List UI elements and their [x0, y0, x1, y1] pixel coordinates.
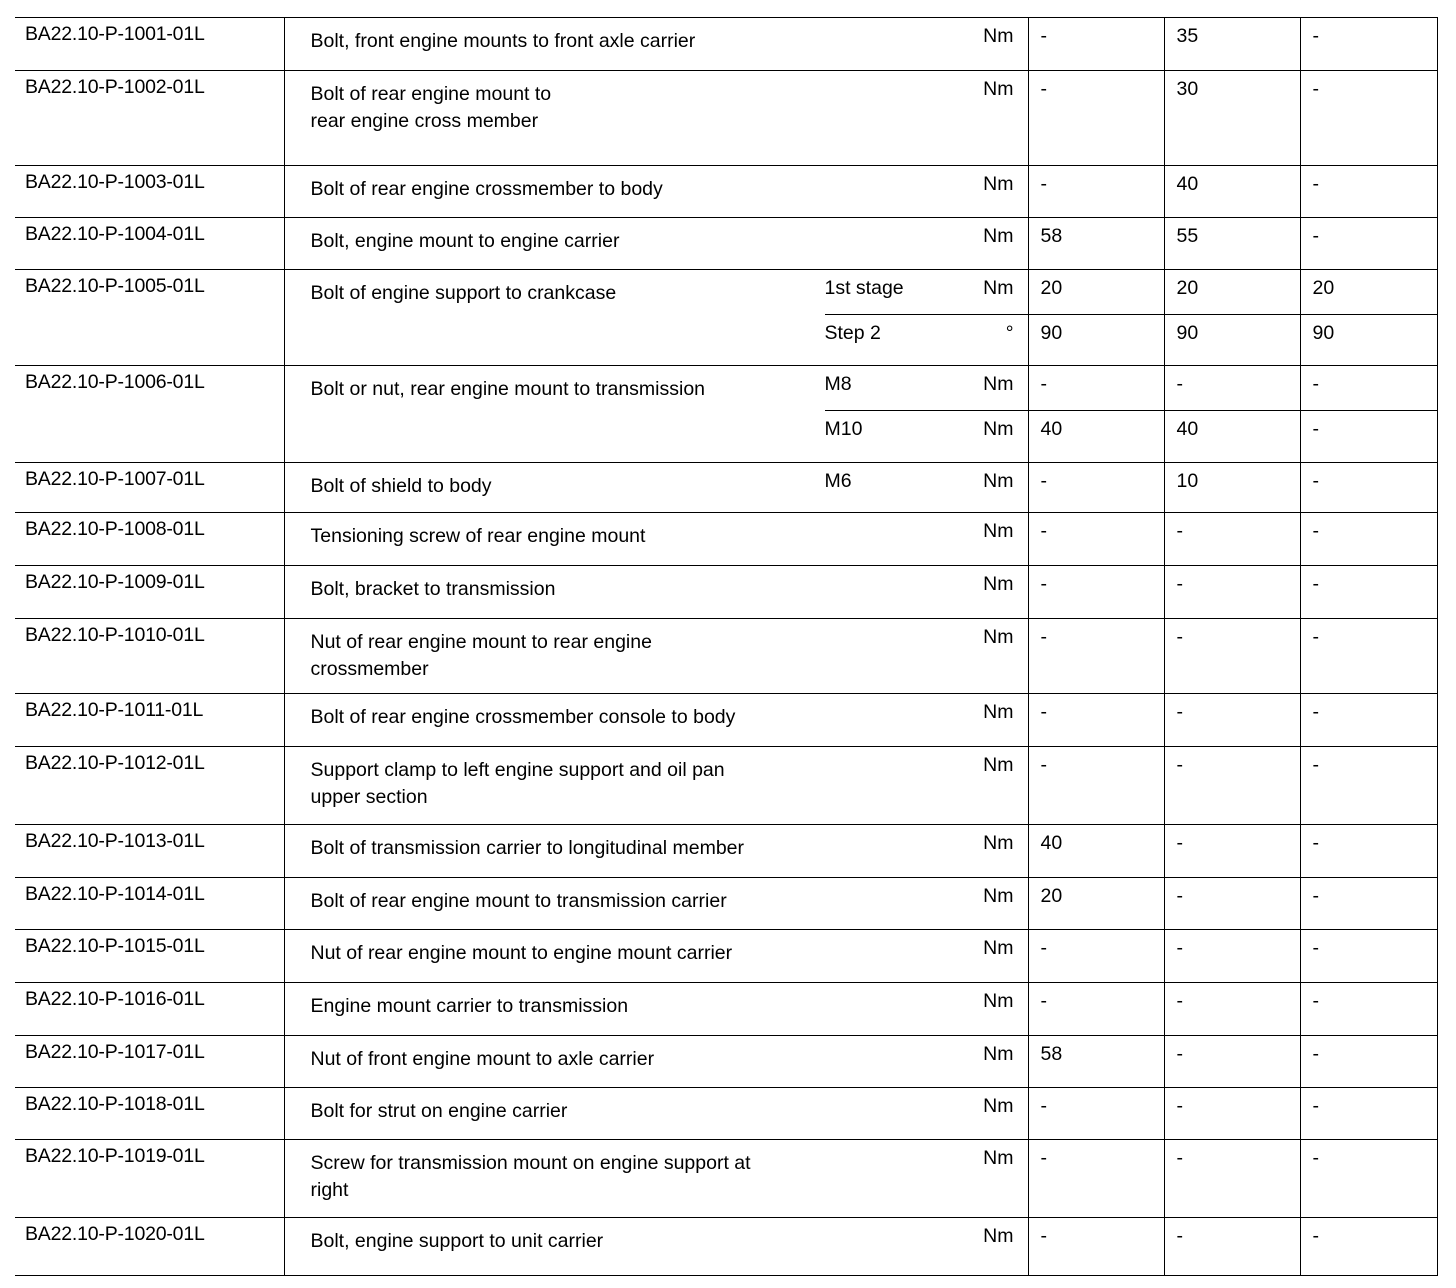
unit-label: Nm	[983, 470, 1014, 492]
description-cell	[284, 566, 1028, 619]
torque-value: 58	[1028, 218, 1164, 270]
table-row	[15, 366, 1437, 463]
table-row	[15, 619, 1437, 694]
table-row	[15, 694, 1437, 747]
torque-value-col-2	[1164, 270, 1300, 366]
unit-label: Nm	[983, 78, 1014, 100]
unit-label: Nm	[983, 173, 1014, 195]
part-code: BA22.10-P-1002-01L	[15, 71, 284, 166]
part-code: BA22.10-P-1005-01L	[15, 270, 284, 366]
description-cell	[284, 1088, 1028, 1140]
unit-label: Nm	[983, 25, 1014, 47]
description-text: Nut of rear engine mount to engine mount carrier	[310, 942, 733, 964]
torque-value-col-1	[1028, 366, 1164, 463]
description-cell	[284, 71, 1028, 166]
torque-value: -	[1300, 983, 1437, 1036]
torque-value: 40	[1165, 410, 1300, 454]
unit-label: Nm	[983, 1225, 1014, 1247]
torque-value: -	[1028, 1140, 1164, 1218]
description-cell	[284, 218, 1028, 270]
part-code: BA22.10-P-1019-01L	[15, 1140, 284, 1218]
torque-value: 10	[1164, 463, 1300, 513]
torque-value: -	[1164, 513, 1300, 566]
torque-value: 40	[1029, 410, 1164, 454]
description-cell	[284, 1218, 1028, 1276]
part-code: BA22.10-P-1001-01L	[15, 18, 284, 71]
table-row	[15, 930, 1437, 983]
torque-value: 58	[1028, 1036, 1164, 1088]
part-code: BA22.10-P-1003-01L	[15, 166, 284, 218]
torque-value: 30	[1164, 71, 1300, 166]
table-row	[15, 1140, 1437, 1218]
description-cell	[284, 1036, 1028, 1088]
torque-value: 40	[1164, 166, 1300, 218]
torque-value: -	[1300, 166, 1437, 218]
part-code: BA22.10-P-1012-01L	[15, 747, 284, 825]
unit-label: Nm	[983, 937, 1014, 959]
torque-value: 20	[1040, 277, 1063, 299]
torque-value: -	[1028, 463, 1164, 513]
table-row	[15, 218, 1437, 270]
torque-value: -	[1300, 1036, 1437, 1088]
torque-value: -	[1300, 878, 1437, 930]
torque-value: -	[1300, 1218, 1437, 1276]
unit-label: Nm	[983, 701, 1014, 723]
unit-label: Nm	[983, 1095, 1014, 1117]
torque-value: -	[1028, 1088, 1164, 1140]
torque-value: -	[1028, 619, 1164, 694]
description-cell	[284, 619, 1028, 694]
torque-value: -	[1028, 1218, 1164, 1276]
torque-value: -	[1028, 71, 1164, 166]
torque-value: -	[1028, 566, 1164, 619]
table-row	[15, 1036, 1437, 1088]
description-text: Nut of front engine mount to axle carrier	[310, 1048, 655, 1070]
unit-label: Nm	[983, 418, 1014, 440]
torque-value: -	[1164, 1088, 1300, 1140]
table-row	[15, 825, 1437, 878]
torque-value: -	[1176, 373, 1183, 395]
description-cell	[284, 983, 1028, 1036]
description-text: Bolt, engine mount to engine carrier	[310, 230, 620, 252]
torque-value: -	[1028, 930, 1164, 983]
torque-value: -	[1164, 930, 1300, 983]
description-text: Bolt of rear engine crossmember to body	[310, 178, 663, 200]
torque-value: -	[1300, 566, 1437, 619]
stage-spec-group	[825, 270, 1028, 358]
unit-label: Nm	[983, 277, 1014, 299]
stage-label: M8	[824, 373, 852, 395]
description-cell	[284, 878, 1028, 930]
description-text: Bolt for strut on engine carrier	[310, 1100, 568, 1122]
unit-label: Nm	[983, 754, 1014, 776]
description-cell	[284, 463, 1028, 513]
part-code: BA22.10-P-1010-01L	[15, 619, 284, 694]
torque-value: -	[1040, 373, 1047, 395]
part-code: BA22.10-P-1006-01L	[15, 366, 284, 463]
part-code: BA22.10-P-1009-01L	[15, 566, 284, 619]
part-code: BA22.10-P-1008-01L	[15, 513, 284, 566]
unit-label: Nm	[983, 832, 1014, 854]
part-code: BA22.10-P-1013-01L	[15, 825, 284, 878]
stage-spec-line	[825, 270, 1028, 314]
unit-label: Nm	[983, 1043, 1014, 1065]
stage-spec-line	[825, 366, 1028, 410]
unit-label: Nm	[983, 885, 1014, 907]
unit-label: Nm	[983, 626, 1014, 648]
torque-value: -	[1164, 694, 1300, 747]
torque-value: -	[1028, 694, 1164, 747]
torque-value: -	[1164, 566, 1300, 619]
description-cell	[284, 270, 1028, 366]
torque-value: -	[1300, 1088, 1437, 1140]
description-cell	[284, 366, 1028, 463]
description-text: Bolt of engine support to crankcase	[310, 282, 617, 304]
torque-value: -	[1300, 463, 1437, 513]
stage-spec-line	[825, 410, 1028, 454]
torque-value: -	[1164, 747, 1300, 825]
description-text: Bolt of rear engine mount to rear engine cross member	[310, 83, 552, 132]
torque-value: -	[1164, 1218, 1300, 1276]
torque-value: -	[1028, 513, 1164, 566]
torque-value: -	[1300, 930, 1437, 983]
size-label: M6	[824, 470, 852, 492]
size-spec	[825, 468, 1028, 495]
table-row	[15, 878, 1437, 930]
unit-label: Nm	[983, 573, 1014, 595]
table-row	[15, 747, 1437, 825]
part-code: BA22.10-P-1018-01L	[15, 1088, 284, 1140]
torque-value-col-1	[1028, 270, 1164, 366]
description-text: Bolt of rear engine crossmember console to body	[310, 706, 736, 728]
torque-value-col-3	[1300, 366, 1437, 463]
stage-label: Step 2	[824, 322, 881, 344]
torque-value: -	[1300, 71, 1437, 166]
part-code: BA22.10-P-1004-01L	[15, 218, 284, 270]
torque-specification-table	[15, 17, 1438, 1276]
unit-label: Nm	[983, 1147, 1014, 1169]
description-text: Bolt or nut, rear engine mount to transmission	[310, 378, 706, 400]
description-cell	[284, 513, 1028, 566]
table-row	[15, 463, 1437, 513]
description-text: Nut of rear engine mount to rear engine crossmember	[310, 631, 652, 680]
description-text: Bolt of shield to body	[310, 475, 492, 497]
torque-value: -	[1028, 983, 1164, 1036]
torque-value: -	[1028, 18, 1164, 71]
part-code: BA22.10-P-1015-01L	[15, 930, 284, 983]
description-text: Tensioning screw of rear engine mount	[310, 525, 646, 547]
part-code: BA22.10-P-1014-01L	[15, 878, 284, 930]
table-row	[15, 270, 1437, 366]
part-code: BA22.10-P-1011-01L	[15, 694, 284, 747]
table-row	[15, 71, 1437, 166]
torque-value-col-3	[1300, 270, 1437, 366]
torque-value: -	[1028, 747, 1164, 825]
stage-spec-group	[825, 366, 1028, 454]
table-row	[15, 166, 1437, 218]
table-row	[15, 1088, 1437, 1140]
description-cell	[284, 694, 1028, 747]
unit-label: Nm	[983, 225, 1014, 247]
description-cell	[284, 825, 1028, 878]
stage-label: 1st stage	[824, 277, 904, 299]
torque-value: -	[1164, 878, 1300, 930]
torque-value: -	[1164, 1140, 1300, 1218]
unit-label: Nm	[983, 520, 1014, 542]
torque-value: -	[1300, 1140, 1437, 1218]
description-text: Bolt, engine support to unit carrier	[310, 1230, 604, 1252]
torque-value: 90	[1029, 314, 1164, 358]
torque-value: 55	[1164, 218, 1300, 270]
table-row	[15, 566, 1437, 619]
torque-value: -	[1300, 218, 1437, 270]
description-text: Bolt, bracket to transmission	[310, 578, 556, 600]
table-row	[15, 18, 1437, 71]
part-code: BA22.10-P-1017-01L	[15, 1036, 284, 1088]
unit-label: Nm	[983, 373, 1014, 395]
description-text: Bolt, front engine mounts to front axle carrier	[310, 30, 696, 52]
torque-value: 20	[1312, 277, 1335, 299]
table-row	[15, 513, 1437, 566]
table-row	[15, 1218, 1437, 1276]
torque-value: -	[1164, 619, 1300, 694]
torque-value: -	[1301, 410, 1437, 454]
description-text: Engine mount carrier to transmission	[310, 995, 629, 1017]
torque-value: -	[1164, 825, 1300, 878]
torque-value: -	[1164, 1036, 1300, 1088]
part-code: BA22.10-P-1016-01L	[15, 983, 284, 1036]
description-text: Bolt of rear engine mount to transmission carrier	[310, 890, 727, 912]
unit-label: °	[1005, 322, 1014, 344]
torque-value: 35	[1164, 18, 1300, 71]
torque-value: 20	[1176, 277, 1199, 299]
torque-value: 90	[1301, 314, 1437, 358]
description-text: Support clamp to left engine support and oil pan upper section	[310, 759, 725, 808]
description-cell	[284, 166, 1028, 218]
table-body	[15, 18, 1437, 1276]
torque-value: -	[1164, 983, 1300, 1036]
description-text: Screw for transmission mount on engine support at right	[310, 1152, 751, 1201]
description-cell	[284, 1140, 1028, 1218]
torque-value: -	[1300, 619, 1437, 694]
torque-value-col-2	[1164, 366, 1300, 463]
torque-value: -	[1300, 18, 1437, 71]
unit-label: Nm	[983, 990, 1014, 1012]
torque-value: -	[1300, 825, 1437, 878]
torque-value: -	[1300, 513, 1437, 566]
torque-value: -	[1312, 373, 1319, 395]
description-text: Bolt of transmission carrier to longitudinal member	[310, 837, 745, 859]
description-cell	[284, 930, 1028, 983]
torque-value: -	[1300, 694, 1437, 747]
torque-value: 20	[1028, 878, 1164, 930]
part-code: BA22.10-P-1007-01L	[15, 463, 284, 513]
description-cell	[284, 18, 1028, 71]
description-cell	[284, 747, 1028, 825]
stage-label: M10	[824, 418, 863, 440]
stage-spec-line	[825, 314, 1028, 358]
part-code: BA22.10-P-1020-01L	[15, 1218, 284, 1276]
torque-value: 40	[1028, 825, 1164, 878]
torque-value: 90	[1165, 314, 1300, 358]
table-row	[15, 983, 1437, 1036]
torque-value: -	[1028, 166, 1164, 218]
torque-value: -	[1300, 747, 1437, 825]
